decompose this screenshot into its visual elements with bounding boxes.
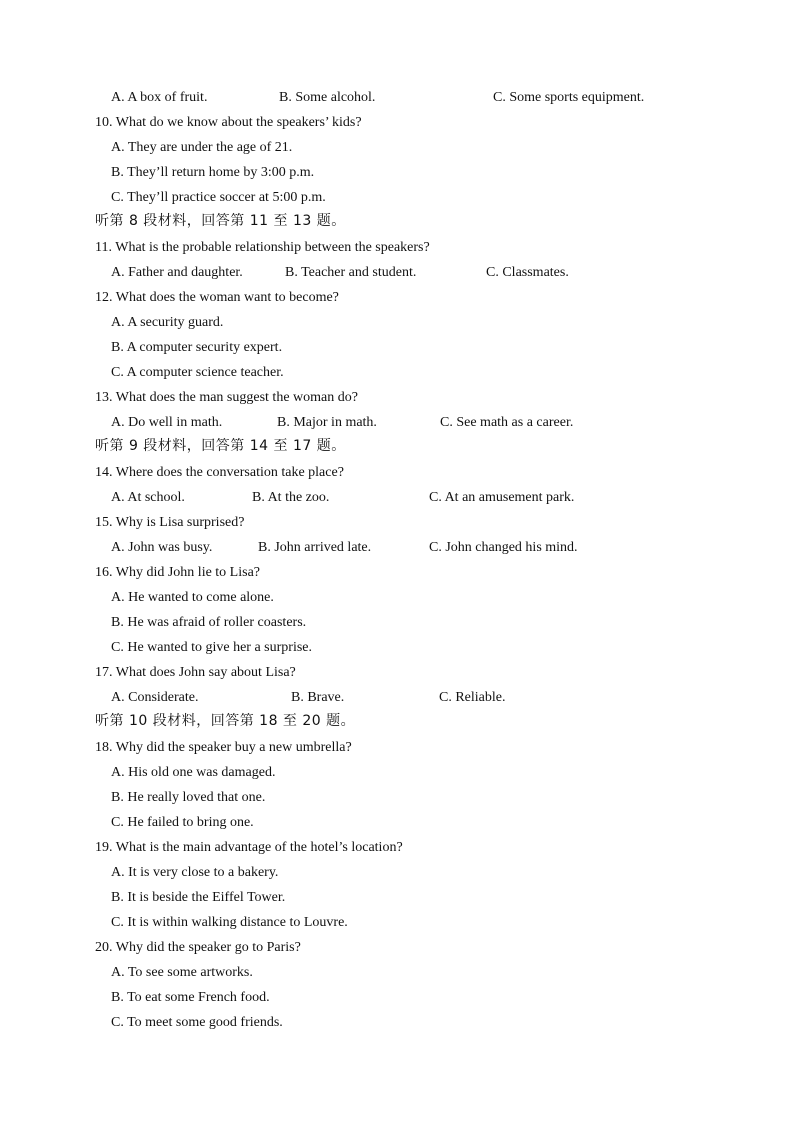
q12-stem: 12. What does the woman want to become?: [95, 290, 339, 305]
q11-option-a: A. Father and daughter.: [111, 265, 243, 280]
q16-option-a: A. He wanted to come alone.: [111, 590, 274, 605]
q17-stem: 17. What does John say about Lisa?: [95, 665, 296, 680]
q13-option-c: C. See math as a career.: [440, 415, 574, 430]
section-10-heading: 听第 10 段材料，回答第 18 至 20 题。: [95, 713, 356, 729]
q11-stem: 11. What is the probable relationship between the speakers?: [95, 240, 430, 255]
section-9-heading: 听第 9 段材料，回答第 14 至 17 题。: [95, 438, 346, 454]
q18-stem: 18. Why did the speaker buy a new umbrella?: [95, 740, 352, 755]
q9-option-a: A. A box of fruit.: [111, 90, 208, 105]
q10-option-b: B. They’ll return home by 3:00 p.m.: [111, 165, 315, 180]
q19-stem: 19. What is the main advantage of the hotel’s location?: [95, 840, 403, 855]
q17-option-c: C. Reliable.: [439, 690, 506, 705]
q13-option-a: A. Do well in math.: [111, 415, 223, 430]
q18-option-a: A. His old one was damaged.: [111, 765, 276, 780]
q13-stem: 13. What does the man suggest the woman do?: [95, 390, 358, 405]
q11-option-c: C. Classmates.: [486, 265, 569, 280]
q17-option-a: A. Considerate.: [111, 690, 199, 705]
section-8-heading: 听第 8 段材料，回答第 11 至 13 题。: [95, 213, 346, 229]
q20-option-c: C. To meet some good friends.: [111, 1015, 283, 1030]
q18-option-b: B. He really loved that one.: [111, 790, 266, 805]
q14-stem: 14. Where does the conversation take place?: [95, 465, 344, 480]
q15-options-row: [111, 535, 711, 560]
q14-options-row: [111, 485, 711, 510]
q12-option-b: B. A computer security expert.: [111, 340, 283, 355]
q10-stem: 10. What do we know about the speakers’ kids?: [95, 115, 362, 130]
q19-option-c: C. It is within walking distance to Louvre.: [111, 915, 348, 930]
q20-option-b: B. To eat some French food.: [111, 990, 270, 1005]
q12-option-a: A. A security guard.: [111, 315, 224, 330]
q11-options-row: [111, 260, 711, 285]
q19-option-a: A. It is very close to a bakery.: [111, 865, 279, 880]
q15-option-a: A. John was busy.: [111, 540, 213, 555]
q13-options-row: [111, 410, 711, 435]
q15-stem: 15. Why is Lisa surprised?: [95, 515, 245, 530]
q15-option-c: C. John changed his mind.: [429, 540, 578, 555]
q11-option-b: B. Teacher and student.: [285, 265, 417, 280]
q14-option-b: B. At the zoo.: [252, 490, 330, 505]
q20-option-a: A. To see some artworks.: [111, 965, 253, 980]
q16-stem: 16. Why did John lie to Lisa?: [95, 565, 260, 580]
q17-option-b: B. Brave.: [291, 690, 345, 705]
q13-option-b: B. Major in math.: [277, 415, 377, 430]
q10-option-a: A. They are under the age of 21.: [111, 140, 293, 155]
q12-option-c: C. A computer science teacher.: [111, 365, 284, 380]
q18-option-c: C. He failed to bring one.: [111, 815, 254, 830]
q16-option-c: C. He wanted to give her a surprise.: [111, 640, 312, 655]
q20-stem: 20. Why did the speaker go to Paris?: [95, 940, 301, 955]
q9-option-c: C. Some sports equipment.: [493, 90, 645, 105]
q15-option-b: B. John arrived late.: [258, 540, 372, 555]
q14-option-c: C. At an amusement park.: [429, 490, 575, 505]
q17-options-row: [111, 685, 711, 710]
q9-options-row: [111, 85, 711, 110]
q9-option-b: B. Some alcohol.: [279, 90, 376, 105]
q16-option-b: B. He was afraid of roller coasters.: [111, 615, 307, 630]
q10-option-c: C. They’ll practice soccer at 5:00 p.m.: [111, 190, 326, 205]
q19-option-b: B. It is beside the Eiffel Tower.: [111, 890, 286, 905]
q14-option-a: A. At school.: [111, 490, 185, 505]
